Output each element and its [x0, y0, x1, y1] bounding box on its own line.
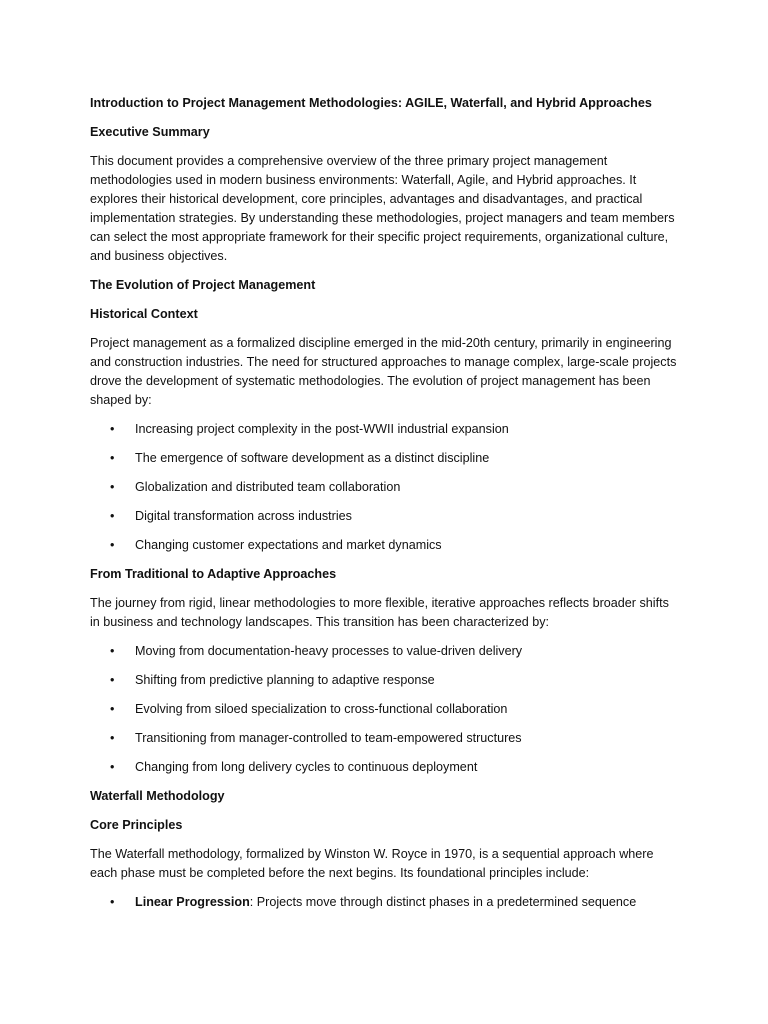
list-item [90, 478, 680, 497]
list-item-text: Digital transformation across industries [135, 509, 352, 523]
list-item [90, 729, 680, 748]
list-item [90, 507, 680, 526]
adaptive-approaches-list [90, 642, 680, 777]
bullet-icon: • [110, 702, 115, 716]
list-item [90, 420, 680, 439]
list-item-text: Moving from documentation-heavy processes to value-driven delivery [135, 644, 523, 658]
list-item [90, 449, 680, 468]
list-item [90, 700, 680, 719]
list-item-text: Transitioning from manager-controlled to team-empowered structures [135, 731, 522, 745]
core-principles-paragraph: The Waterfall methodology, formalized by Winston W. Royce in 1970, is a sequential approach where each phase must be completed before the next begins. Its foundational principles include: [90, 847, 654, 880]
core-principles-list [90, 893, 680, 912]
core-principles-heading: Core Principles [90, 818, 183, 832]
bullet-icon: • [110, 673, 115, 687]
bullet-icon: • [110, 895, 115, 909]
list-item-text: Evolving from siloed specialization to cross-functional collaboration [135, 702, 508, 716]
list-item [90, 893, 680, 912]
bullet-icon: • [110, 644, 115, 658]
list-item [90, 671, 680, 690]
list-item-term: Linear Progression [135, 895, 250, 909]
list-item-text: Increasing project complexity in the post-WWII industrial expansion [135, 422, 509, 436]
adaptive-approaches-paragraph: The journey from rigid, linear methodologies to more flexible, iterative approaches reflects broader shifts in business and technology landscapes. This transition has been characterized by: [90, 596, 669, 629]
bullet-icon: • [110, 760, 115, 774]
bullet-icon: • [110, 538, 115, 552]
document-page [90, 94, 680, 922]
list-item-text: The emergence of software development as a distinct discipline [135, 451, 490, 465]
evolution-heading: The Evolution of Project Management [90, 278, 316, 292]
bullet-icon: • [110, 480, 115, 494]
bullet-icon: • [110, 731, 115, 745]
waterfall-heading: Waterfall Methodology [90, 789, 225, 803]
bullet-icon: • [110, 451, 115, 465]
list-item [90, 536, 680, 555]
adaptive-approaches-heading: From Traditional to Adaptive Approaches [90, 567, 337, 581]
executive-summary-paragraph: This document provides a comprehensive overview of the three primary project management methodologies used in modern business environments: Waterfall, Agile, and Hybrid approaches. It explores their historical development, core principles, advantages and disadvantages, and practical implementation strategies. By understanding these methodologies, project managers and team members can select the most appropriate framework for their specific project requirements, organizational culture, and business objectives. [90, 154, 675, 263]
list-item-text: Shifting from predictive planning to adaptive response [135, 673, 435, 687]
list-item-text: Globalization and distributed team collaboration [135, 480, 401, 494]
list-item [90, 758, 680, 777]
historical-context-heading: Historical Context [90, 307, 198, 321]
list-item-text: Changing from long delivery cycles to continuous deployment [135, 760, 478, 774]
document-title: Introduction to Project Management Methodologies: AGILE, Waterfall, and Hybrid Approaches [90, 96, 652, 110]
historical-context-paragraph: Project management as a formalized discipline emerged in the mid-20th century, primarily in engineering and construction industries. The need for structured approaches to manage complex, large-scale projects drove the development of systematic methodologies. The evolution of project management has been shaped by: [90, 336, 677, 407]
bullet-icon: • [110, 509, 115, 523]
list-item-text: Changing customer expectations and market dynamics [135, 538, 442, 552]
historical-context-list [90, 420, 680, 555]
executive-summary-heading: Executive Summary [90, 125, 210, 139]
list-item-text: : Projects move through distinct phases in a predetermined sequence [249, 895, 637, 909]
list-item [90, 642, 680, 661]
bullet-icon: • [110, 422, 115, 436]
